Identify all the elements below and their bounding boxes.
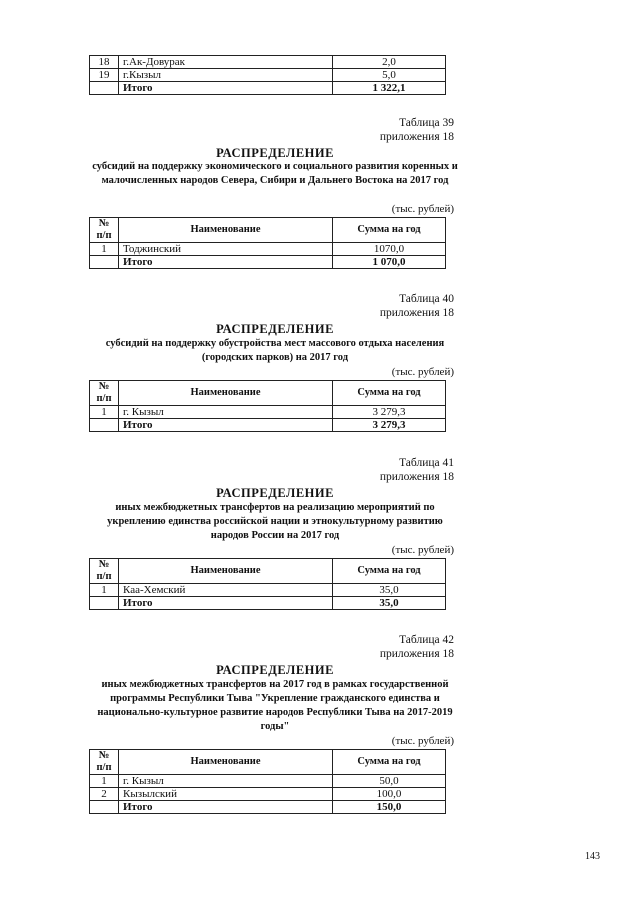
section-heading: РАСПРЕДЕЛЕНИЕ <box>216 322 334 336</box>
col-sum-header: Сумма на год <box>333 381 446 406</box>
section-heading: РАСПРЕДЕЛЕНИЕ <box>216 146 334 160</box>
row-sum: 3 279,3 <box>333 406 446 419</box>
table-header <box>90 218 446 243</box>
total-row <box>90 82 446 95</box>
table-row <box>90 243 446 256</box>
col-name-header: Наименование <box>119 559 333 584</box>
total-sum: 35,0 <box>333 597 446 610</box>
total-row <box>90 419 446 432</box>
appendix-ref: приложения 18 <box>379 648 454 660</box>
row-name: г. Кызыл <box>119 775 333 788</box>
table-row <box>90 69 446 82</box>
table-caption <box>380 292 454 320</box>
total-label: Итого <box>119 82 333 95</box>
table-row <box>90 584 446 597</box>
row-sum: 35,0 <box>333 584 446 597</box>
section-subtitle: субсидий на поддержку экономического и социального развития коренных и малочисленных народов Севера, Сибири и Дальнего Востока на 2017 год <box>92 161 458 186</box>
row-sum: 2,0 <box>333 56 446 69</box>
table-header <box>90 381 446 406</box>
col-sum-header: Сумма на год <box>333 218 446 243</box>
col-no-header: № п/п <box>90 381 119 406</box>
row-number: 18 <box>90 56 119 69</box>
section-heading: РАСПРЕДЕЛЕНИЕ <box>216 663 334 677</box>
total-sum: 1 322,1 <box>333 82 446 95</box>
distribution-table <box>89 217 446 269</box>
appendix-ref: приложения 18 <box>379 471 454 483</box>
total-label: Итого <box>119 256 333 269</box>
col-no-header: № п/п <box>90 218 119 243</box>
row-name: Кызылский <box>119 788 333 801</box>
section-subtitle: иных межбюджетных трансфертов на 2017 год в рамках государственной программы Республики Тыва "Укрепление гражданского единства и национально-культурное развитие народов Республики Тыва на 2017-2019 годы" <box>97 679 453 732</box>
row-number: 1 <box>90 406 119 419</box>
row-sum: 100,0 <box>333 788 446 801</box>
total-sum: 3 279,3 <box>333 419 446 432</box>
total-sum: 1 070,0 <box>333 256 446 269</box>
distribution-table <box>89 558 446 610</box>
row-sum: 50,0 <box>333 775 446 788</box>
table-caption <box>380 633 454 661</box>
total-sum: 150,0 <box>333 801 446 814</box>
col-name-header: Наименование <box>119 381 333 406</box>
col-sum-header: Сумма на год <box>333 559 446 584</box>
total-label: Итого <box>119 419 333 432</box>
table-caption <box>380 456 454 484</box>
col-name-header: Наименование <box>119 750 333 775</box>
table-header <box>90 750 446 775</box>
row-number: 1 <box>90 243 119 256</box>
col-no-header: № п/п <box>90 750 119 775</box>
row-number: 19 <box>90 69 119 82</box>
section-heading: РАСПРЕДЕЛЕНИЕ <box>216 486 334 500</box>
row-name: Тоджинский <box>119 243 333 256</box>
section-subtitle: субсидий на поддержку обустройства мест массового отдыха населения (городских парков) на 2017 год <box>105 338 445 363</box>
row-name: г.Ак-Довурак <box>119 56 333 69</box>
table-number: Таблица 41 <box>399 457 454 469</box>
row-sum: 1070,0 <box>333 243 446 256</box>
section-subtitle: иных межбюджетных трансфертов на реализацию мероприятий по укреплению единства российской нации и этнокультурному развитию народов России на 2017 год <box>107 502 443 541</box>
table-row <box>90 788 446 801</box>
table-header <box>90 559 446 584</box>
table-number: Таблица 40 <box>399 293 454 305</box>
col-no-header: № п/п <box>90 559 119 584</box>
table-row <box>90 406 446 419</box>
row-name: г.Кызыл <box>119 69 333 82</box>
distribution-table <box>89 749 446 814</box>
row-sum: 5,0 <box>333 69 446 82</box>
page-number: 143 <box>585 851 600 862</box>
row-name: г. Кызыл <box>119 406 333 419</box>
appendix-ref: приложения 18 <box>379 307 454 319</box>
table-number: Таблица 39 <box>399 117 454 129</box>
row-number: 1 <box>90 584 119 597</box>
unit-label: (тыс. рублей) <box>391 735 454 747</box>
appendix-ref: приложения 18 <box>379 131 454 143</box>
row-number: 1 <box>90 775 119 788</box>
table-number: Таблица 42 <box>399 634 454 646</box>
row-number: 2 <box>90 788 119 801</box>
total-label: Итого <box>119 597 333 610</box>
total-row <box>90 801 446 814</box>
unit-label: (тыс. рублей) <box>391 203 454 215</box>
table-row <box>90 56 446 69</box>
col-sum-header: Сумма на год <box>333 750 446 775</box>
col-name-header: Наименование <box>119 218 333 243</box>
row-name: Каа-Хемский <box>119 584 333 597</box>
unit-label: (тыс. рублей) <box>391 544 454 556</box>
table-row <box>90 775 446 788</box>
total-label: Итого <box>119 801 333 814</box>
continuation-table <box>89 55 446 95</box>
total-row <box>90 256 446 269</box>
distribution-table <box>89 380 446 432</box>
total-row <box>90 597 446 610</box>
table-caption <box>380 116 454 144</box>
unit-label: (тыс. рублей) <box>391 366 454 378</box>
